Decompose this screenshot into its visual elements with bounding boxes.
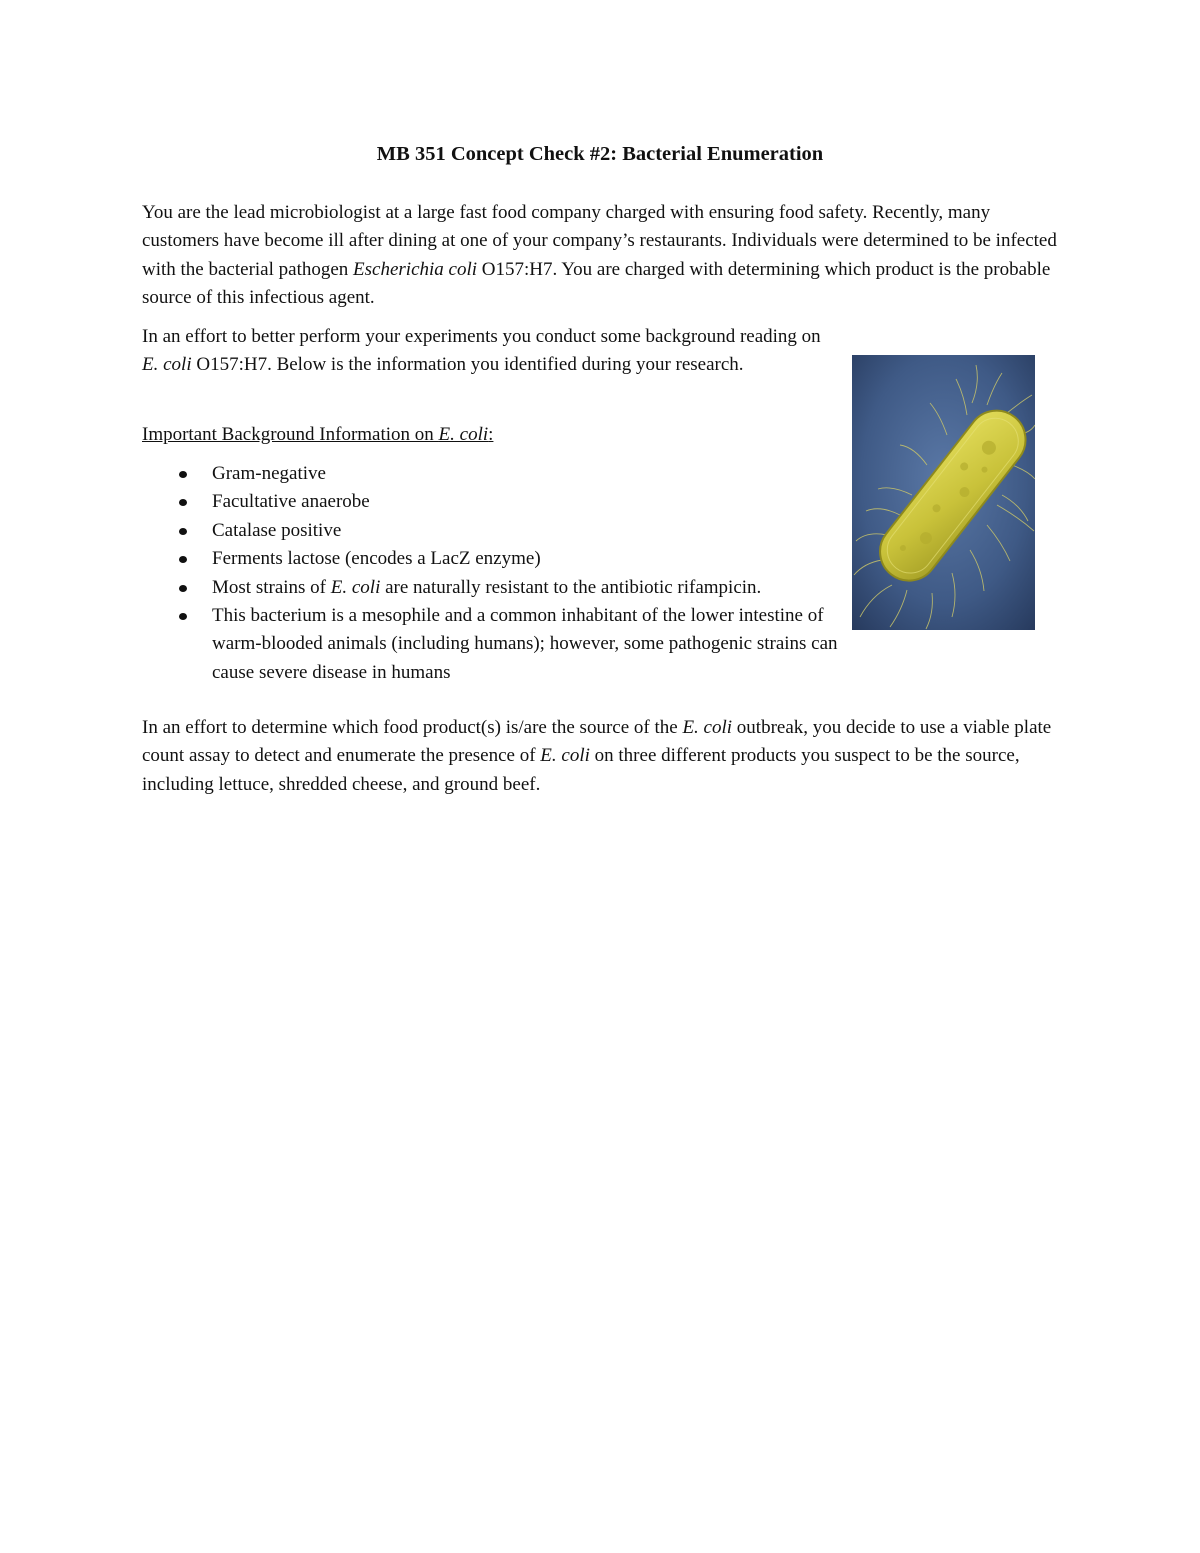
ecoli-micrograph xyxy=(852,355,1035,630)
list-item-species: E. coli xyxy=(330,576,381,598)
research-text-2: O157:H7. Below is the information you identified during your research. xyxy=(191,354,744,376)
species-abbrev: E. coli xyxy=(142,354,192,376)
intro-text-2: O157:H7. You are charged with determining which product is the probable source of this infectious agent. xyxy=(142,258,1051,309)
list-item-text: Catalase positive xyxy=(212,519,342,541)
heading-text-1: Important Background Information on xyxy=(142,424,439,445)
species-name: Escherichia coli xyxy=(353,258,478,280)
list-item-text: Gram-negative xyxy=(212,463,326,484)
assay-text-3: on three different products you suspect to be the source, including lettuce, shredded cheese, and ground beef. xyxy=(142,745,1020,795)
list-item xyxy=(142,517,842,545)
list-item-text-2: are naturally resistant to the antibiotic rifampicin. xyxy=(380,576,762,598)
bullet-icon xyxy=(179,556,187,563)
list-item-text: Facultative anaerobe xyxy=(212,491,370,513)
background-list xyxy=(142,460,842,687)
intro-text-1: You are the lead microbiologist at a large fast food company charged with ensuring food safety. Recently, many customers have become ill after dining at one of your company’s restaurants. Individuals were determined to be infected with the bacterial pathogen xyxy=(142,202,1057,280)
assay-species-2: E. coli xyxy=(540,745,590,767)
list-item xyxy=(142,574,842,602)
assay-paragraph xyxy=(142,714,1072,799)
assay-text-1: In an effort to determine which food product(s) is/are the source of the xyxy=(142,717,683,738)
assay-species-1: E. coli xyxy=(682,717,733,738)
list-item-text-1: Most strains of xyxy=(212,576,331,598)
background-heading xyxy=(142,421,493,449)
bullet-icon xyxy=(179,499,187,506)
list-item xyxy=(142,488,842,516)
intro-paragraph xyxy=(142,199,1062,313)
bullet-icon xyxy=(179,471,187,478)
list-item-text: Ferments lactose (encodes a LacZ enzyme) xyxy=(212,548,541,570)
list-item xyxy=(142,602,842,687)
bullet-icon xyxy=(179,613,187,620)
heading-text-2: : xyxy=(488,424,494,445)
research-paragraph xyxy=(142,323,832,380)
assay-text-2: outbreak, you decide to use a viable plate count assay to detect and enumerate the presence of xyxy=(142,717,1052,767)
bullet-icon xyxy=(179,528,187,535)
heading-species: E. coli xyxy=(438,424,489,445)
document-title: MB 351 Concept Check #2: Bacterial Enumeration xyxy=(376,143,824,165)
bullet-icon xyxy=(179,585,187,592)
list-item xyxy=(142,545,842,573)
list-item-text: This bacterium is a mesophile and a common inhabitant of the lower intestine of warm-blooded animals (including humans); however, some pathogenic strains can cause severe disease in humans xyxy=(212,605,838,683)
list-item xyxy=(142,460,842,488)
research-text-1: In an effort to better perform your experiments you conduct some background reading on xyxy=(142,326,821,347)
ecoli-bacterium-image xyxy=(852,355,1035,630)
